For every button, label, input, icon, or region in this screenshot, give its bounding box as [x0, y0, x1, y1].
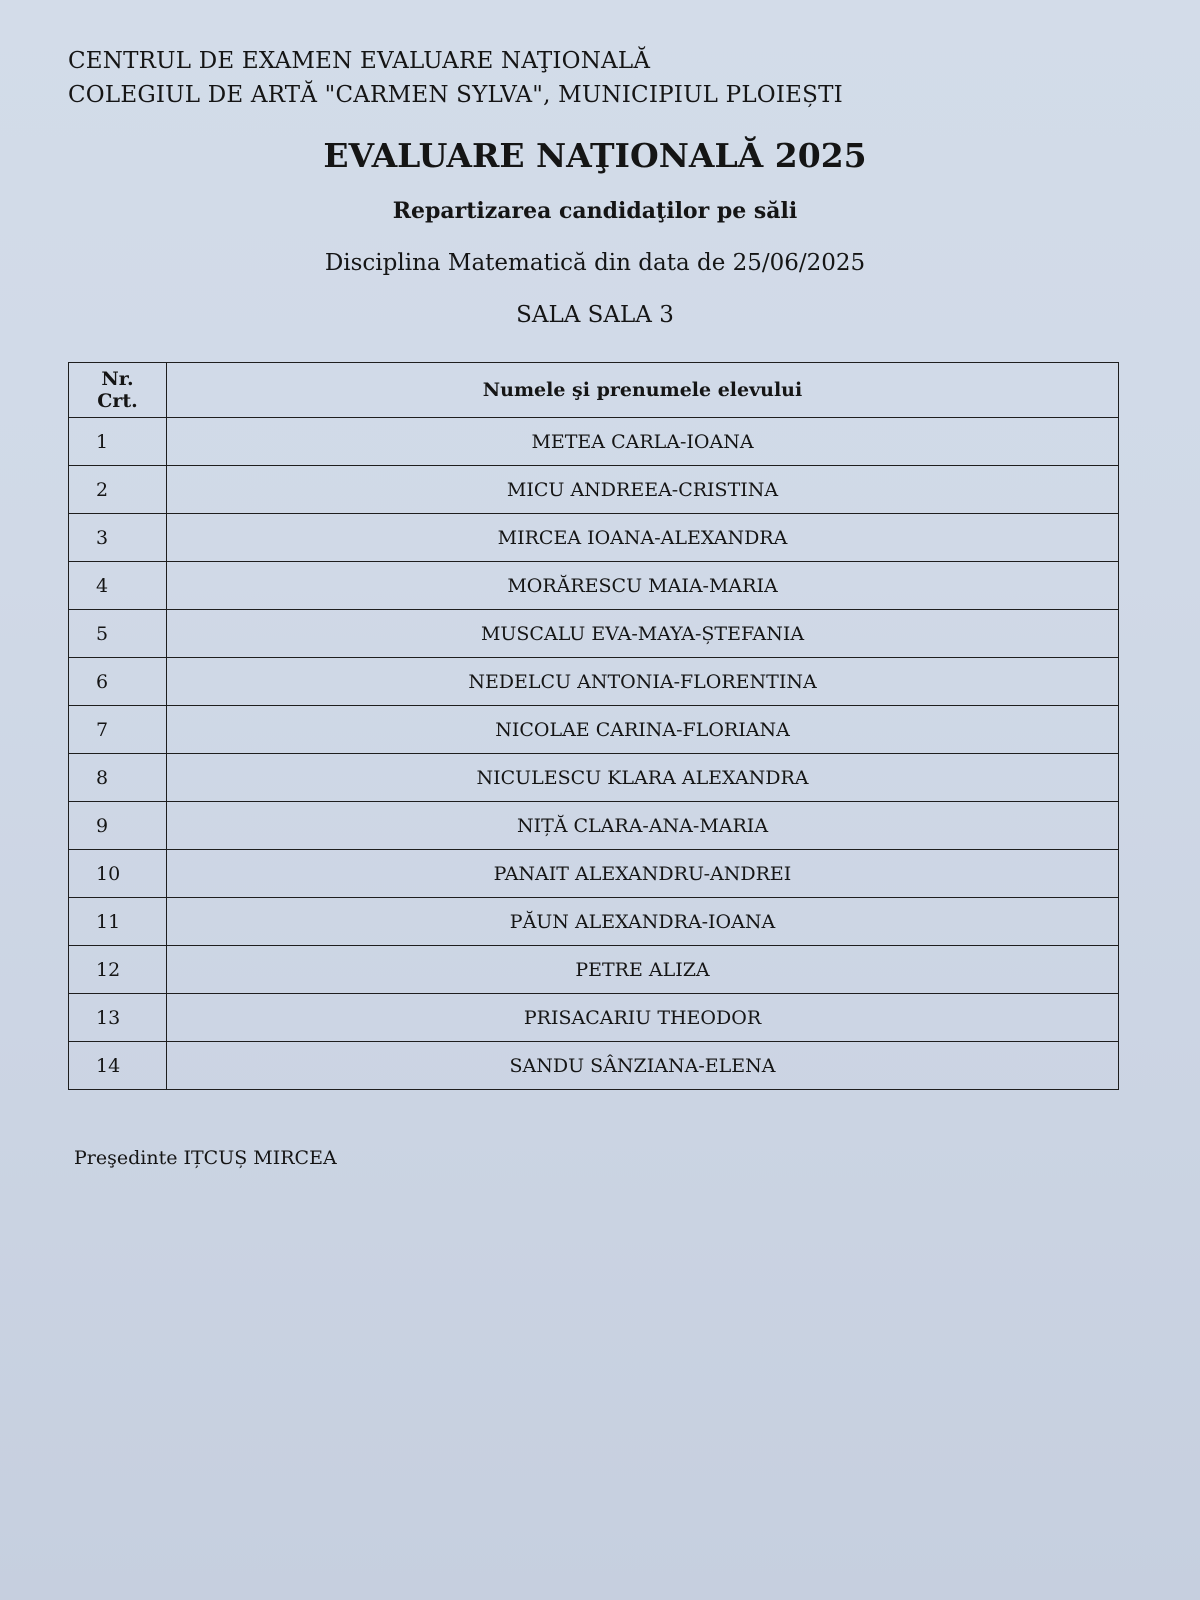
student-name: PĂUN ALEXANDRA-IOANA [167, 898, 1119, 946]
president-signature-line: Preşedinte IȚCUȘ MIRCEA [74, 1147, 337, 1169]
row-number: 12 [69, 946, 167, 994]
table-header [69, 363, 1119, 418]
table-row [69, 754, 1119, 802]
document-subtitle: Repartizarea candidaţilor pe săli [392, 198, 798, 224]
table-row [69, 658, 1119, 706]
student-name: NIȚĂ CLARA-ANA-MARIA [167, 802, 1119, 850]
row-number: 3 [69, 514, 167, 562]
table-row [69, 706, 1119, 754]
student-name: MORĂRESCU MAIA-MARIA [167, 562, 1119, 610]
column-header-nr [69, 363, 167, 418]
student-name: PANAIT ALEXANDRU-ANDREI [167, 850, 1119, 898]
student-name: MUSCALU EVA-MAYA-ȘTEFANIA [167, 610, 1119, 658]
row-number: 7 [69, 706, 167, 754]
table-row [69, 466, 1119, 514]
document-title: EVALUARE NAŢIONALĂ 2025 [323, 136, 867, 175]
student-name: MIRCEA IOANA-ALEXANDRA [167, 514, 1119, 562]
table-row [69, 562, 1119, 610]
discipline-date: Disciplina Matematică din data de 25/06/2025 [324, 250, 866, 276]
table-row [69, 514, 1119, 562]
table-row [69, 802, 1119, 850]
row-number: 6 [69, 658, 167, 706]
table-row [69, 898, 1119, 946]
column-header-name: Numele şi prenumele elevului [167, 363, 1119, 418]
student-name: SANDU SÂNZIANA-ELENA [167, 1042, 1119, 1090]
exam-center-name: CENTRUL DE EXAMEN EVALUARE NAŢIONALĂ [68, 48, 651, 74]
row-number: 10 [69, 850, 167, 898]
table-row [69, 610, 1119, 658]
row-number: 8 [69, 754, 167, 802]
row-number: 14 [69, 1042, 167, 1090]
document-header [68, 44, 843, 112]
student-name: METEA CARLA-IOANA [167, 418, 1119, 466]
room-label: SALA SALA 3 [516, 302, 674, 328]
table-header-row [69, 363, 1119, 418]
row-number: 2 [69, 466, 167, 514]
student-name: PETRE ALIZA [167, 946, 1119, 994]
student-name: PRISACARIU THEODOR [167, 994, 1119, 1042]
table-row [69, 946, 1119, 994]
student-name: NICULESCU KLARA ALEXANDRA [167, 754, 1119, 802]
school-name: COLEGIUL DE ARTĂ "CARMEN SYLVA", MUNICIPIUL PLOIEȘTI [68, 82, 843, 108]
row-number: 13 [69, 994, 167, 1042]
student-name: MICU ANDREEA-CRISTINA [167, 466, 1119, 514]
candidates-table [68, 362, 1119, 1090]
table-body [69, 418, 1119, 1090]
table-row [69, 994, 1119, 1042]
column-header-nr-line1: Nr. [101, 368, 134, 390]
student-name: NICOLAE CARINA-FLORIANA [167, 706, 1119, 754]
table-row [69, 850, 1119, 898]
row-number: 11 [69, 898, 167, 946]
table-row [69, 418, 1119, 466]
student-name: NEDELCU ANTONIA-FLORENTINA [167, 658, 1119, 706]
row-number: 9 [69, 802, 167, 850]
row-number: 5 [69, 610, 167, 658]
table-row [69, 1042, 1119, 1090]
row-number: 4 [69, 562, 167, 610]
column-header-nr-line2: Crt. [97, 390, 138, 412]
row-number: 1 [69, 418, 167, 466]
